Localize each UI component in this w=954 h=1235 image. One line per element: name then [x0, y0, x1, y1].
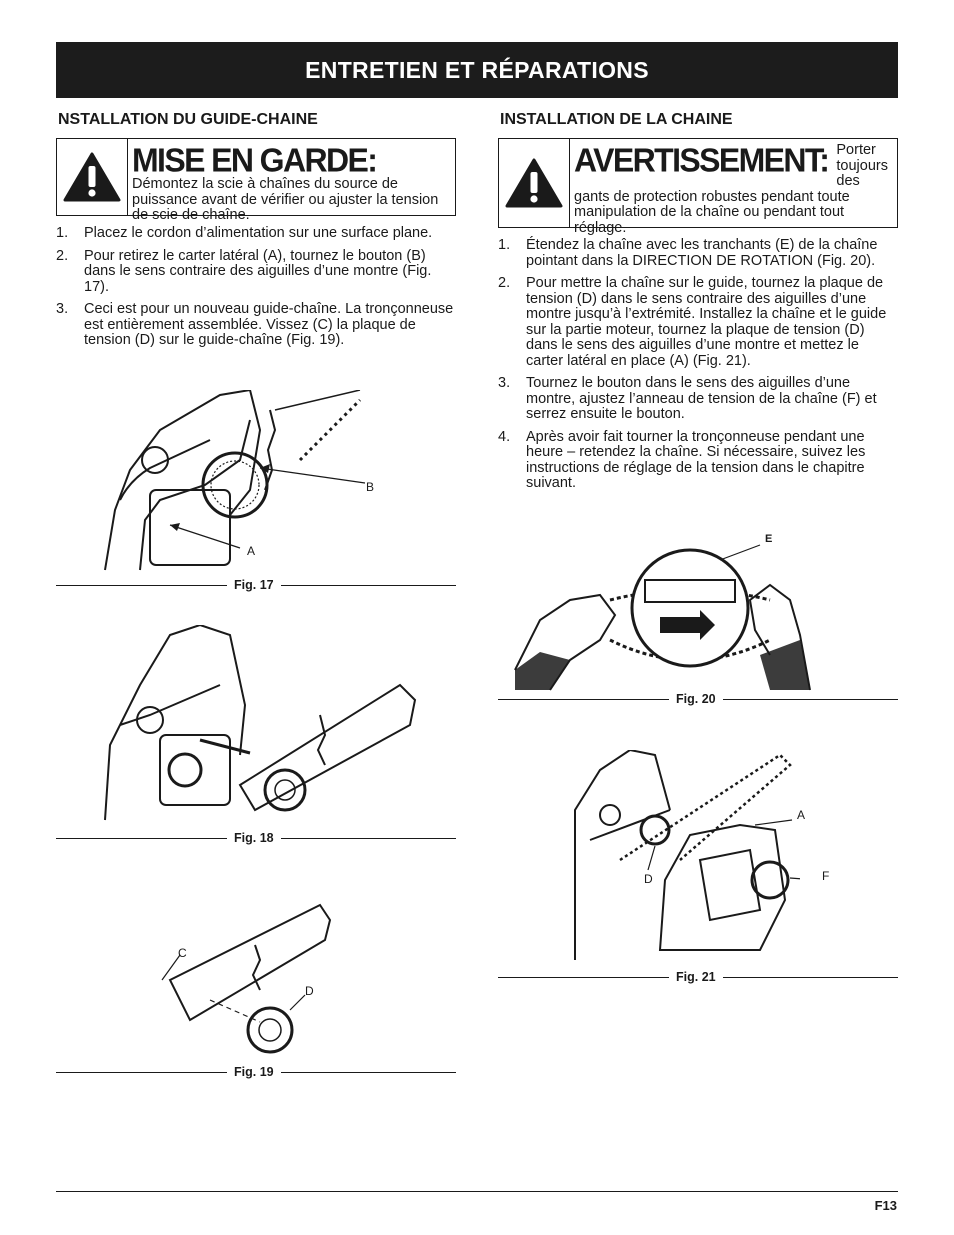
figure-21-label-f: F — [822, 869, 830, 883]
figure-21-label-d: D — [644, 872, 653, 886]
warning-title: MISE EN GARDE: — [132, 141, 377, 179]
list-item: 1. Placez le cordon d’alimentation sur une surface plane. — [56, 225, 433, 241]
warning-triangle-icon — [63, 152, 121, 202]
list-item: 4. Après avoir fait tourner la tronçonneuse pendant une heure – retendez la chaîne. Si nécessaire, suivez les instructions de réglage de la tension dans le chapitre suivant. — [498, 428, 866, 491]
warning-box-avertissement — [498, 138, 898, 236]
figure-17-label-b: B — [366, 480, 375, 494]
warning-icon-cell — [57, 139, 128, 215]
figure-19-label-c: C — [178, 946, 187, 960]
warning-title: AVERTISSEMENT: — [574, 141, 829, 179]
figure-20-illustration — [510, 540, 820, 695]
figure-18-illustration — [90, 625, 420, 825]
steps-list-chaine — [498, 238, 898, 492]
figure-21-illustration — [560, 750, 800, 965]
footer-rule — [56, 1191, 898, 1192]
warning-triangle-icon — [505, 158, 563, 208]
list-item: 3. Ceci est pour un nouveau guide-chaîne. La tronçonneuse est entièrement assemblée. Vissez (C) la plaque de tension (D) sur le guide-chaîne (Fig. 19). — [56, 301, 454, 348]
list-item: 1. Étendez la chaîne avec les tranchants (E) de la chaîne pointant dans la DIRECTION DE ROTATION (Fig. 20). — [498, 237, 878, 269]
figure-19-caption: Fig. 19 — [227, 1065, 281, 1079]
figure-17-label-a: A — [247, 544, 256, 558]
warning-text-cell — [128, 139, 455, 223]
right-column — [498, 110, 898, 499]
page-banner — [56, 42, 898, 98]
warning-box-mise-en-garde — [56, 138, 456, 223]
steps-list-guide — [56, 226, 456, 349]
figure-17-caption: Fig. 17 — [227, 578, 281, 592]
figure-20-caption: Fig. 20 — [669, 692, 723, 706]
list-item: 3. Tournez le bouton dans le sens des aiguilles d’une montre, ajustez l’anneau de tension de la chaîne (F) et serrez ensuite le bouton. — [498, 375, 877, 422]
figure-19-label-d: D — [305, 984, 314, 998]
warning-text: Démontez la scie à chaînes du source de puissance avant de vérifier ou ajuster la tension de scie de chaîne. — [132, 176, 439, 223]
banner-title: ENTRETIEN ET RÉPARATIONS — [305, 56, 649, 83]
figure-21-label-a: A — [797, 808, 806, 822]
section-title-chaine: INSTALLATION DE LA CHAINE — [500, 111, 733, 128]
page-number: F13 — [874, 1198, 897, 1213]
list-item: 2. Pour mettre la chaîne sur le guide, tournez la plaque de tension (D) dans le sens contraire des aiguilles d’une montre jusqu’à l’extrémité. Installez la chaîne et le guide sur la partie moteur, tournez la plaque de tension (D) dans le sens des aiguilles d’une montre et mettez le carter latéral en place (A) (Fig. 21). — [498, 275, 887, 369]
warning-icon-cell — [499, 139, 570, 227]
warning-text-cell — [570, 139, 897, 236]
figure-19-illustration — [150, 900, 340, 1060]
section-title-guide: NSTALLATION DU GUIDE-CHAINE — [58, 111, 318, 128]
figure-20-label-e: E — [765, 533, 773, 545]
left-column — [56, 110, 456, 356]
figure-18-caption: Fig. 18 — [227, 831, 281, 845]
warning-text: Porter toujours des gants de protection robustes pendant toute manipulation de la chaîne ou pendant tout réglage. — [574, 142, 888, 236]
figure-21-caption: Fig. 21 — [669, 970, 723, 984]
list-item: 2. Pour retirez le carter latéral (A), tournez le bouton (B) dans le sens contraire des aiguilles d’une montre (Fig. 17). — [56, 247, 432, 295]
